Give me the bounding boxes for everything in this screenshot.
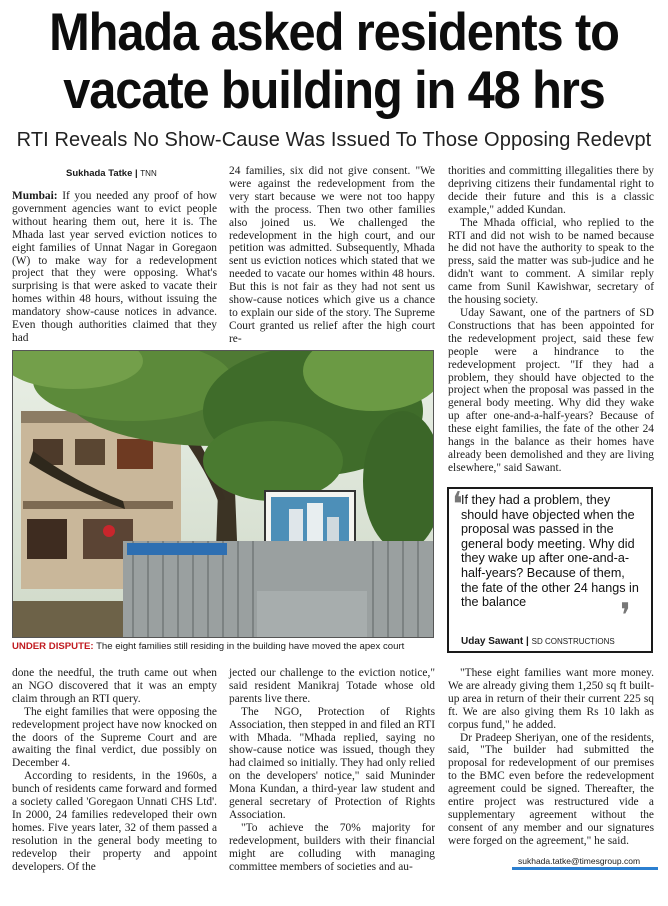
author-email[interactable]: sukhada.tatke@timesgroup.com (518, 856, 641, 866)
paragraph: "These eight families want more money. We are already giving them 1,250 sq ft built-up area in return of their their current 225 sq ft. We are also giving them Rs 10 lakh as corpus fund," he added. (448, 667, 654, 731)
paragraph: done the needful, the truth came out when an NGO discovered that it was an empty claim through an RTI query. (12, 667, 217, 705)
paragraph: According to residents, in the 1960s, a bunch of residents came forward and formed a society called 'Goregaon Unnati CHS Ltd'. In 2000, 24 families redeveloped their own homes. Five years later, 32 of them passed a resolution in the general body meeting to redevelop their property and appoint developers. Of the (12, 770, 217, 873)
column-1-top (12, 190, 217, 345)
paragraph: Mumbai: If you needed any proof of how government agencies want to evict people without hearing them out, here it is. The Mhada last year served eviction notices to eight families of Unnat Nagar in Goregaon (W) to make way for a redevelopment project that they were opposing. What's surprising is that were asked to vacate their homes within 48 hours, without issuing the mandatory show-cause notices in advance. Even though authorities claimed that they had (12, 190, 217, 344)
caption-text: The eight families still residing in the building have moved the apex court (96, 641, 405, 652)
pull-quote-name: Uday Sawant (461, 636, 524, 647)
building-photo-illustration (13, 351, 434, 638)
photo-caption (12, 641, 436, 653)
column-3-top (448, 165, 654, 475)
column-3-bottom (448, 667, 654, 848)
paragraph: "To achieve the 70% majority for redevelopment, builders with their financial might are colluding with managing committee members of societies and au- (229, 821, 435, 873)
byline-agency: TNN (140, 169, 157, 178)
dateline: Mumbai: (12, 190, 58, 202)
email-underline-rule (512, 867, 658, 870)
paragraph: Dr Pradeep Sheriyan, one of the residents, said, "The builder had submitted the proposal for redevelopment of our premises to the BMC even before the redevelopment agreement could be signed. Thereafter, the entire project was restructured vide a supplementary agreement without the consent of any member and our signatures were forged on the agreement," he said. (448, 731, 654, 847)
paragraph: jected our challenge to the eviction notice," said resident Manikraj Totade whose old parents live there. (229, 667, 435, 705)
paragraph: The NGO, Protection of Rights Association, then stepped in and filed an RTI with Mhada. "Mhada replied, saying no show-cause notice was issued, though they had claimed so initially. They had only relied on the developers' notice," said Muninder Mona Kundan, a third-year law student and general secretary of Protection of Rights Association. (229, 705, 435, 821)
subheadline: RTI Reveals No Show-Cause Was Issued To Those Opposing Redevpt (16, 129, 652, 151)
column-2-bottom (229, 667, 435, 874)
article-photo (12, 350, 434, 638)
paragraph: 24 families, six did not give consent. "We were against the redevelopment from the very start because we were not too happy with the process. Then two other families also joined us. We challenged the redevelopment in the high court, and our petition was admitted. Subsequently, Mhada sent us eviction notices which stated that we needed to vacate our homes within 48 hours. But this is not fair as they had not sent us show-cause notices which give us a chance to explain our side of the story. The Supreme Court granted us relief after the high court re- (229, 165, 435, 345)
column-1-bottom (12, 667, 217, 874)
byline: Sukhada Tatke | TNN (66, 168, 157, 179)
caption-label: UNDER DISPUTE: (12, 641, 94, 652)
column-2-top (229, 165, 435, 346)
open-quote-icon: ❛ (452, 487, 463, 524)
close-quote-icon: ❜ (620, 598, 631, 635)
pull-quote (447, 487, 653, 653)
pull-quote-attribution: Uday Sawant | SD CONSTRUCTIONS (461, 636, 615, 647)
pull-quote-org: SD CONSTRUCTIONS (531, 637, 615, 646)
paragraph: thorities and committing illegalities there by depriving citizens their fundamental right to decide their future and this is a classic example," added Kundan. (448, 165, 654, 216)
pull-quote-text: If they had a problem, they should have objected when the proposal was passed in the general body meeting. Why did they wake up after one-and-a-half-years? Because of them, the fate of the other 24 hangs in the balance (461, 493, 639, 610)
paragraph: Uday Sawant, one of the partners of SD Constructions that has been appointed for the redevelopment project, said these few people were a hindrance to the redevelopment project. "If they had a problem, they should have objected to the project when the proposal was passed in the general body meeting. Why did they wake up after one-and-a-half-years? Because of these eight families, the fate of the other 24 hangs in the balance as their homes have already been demolished and they are living elsewhere," said Sawant. (448, 306, 654, 474)
byline-author: Sukhada Tatke (66, 168, 133, 179)
headline: Mhada asked residents to vacate building in 48 hrs (49, 3, 619, 120)
paragraph: The Mhada official, who replied to the RTI and did not wish to be named because he did not have the authority to speak to the press, said the matter was sub-judice and he didn't want to comment. A similar reply came from Sunil Kawishwar, secretary of the housing society. (448, 216, 654, 307)
paragraph: The eight families that were opposing the redevelopment project have now knocked on the doors of the Supreme Court and are awaiting the final verdict, due possibly on December 4. (12, 705, 217, 770)
